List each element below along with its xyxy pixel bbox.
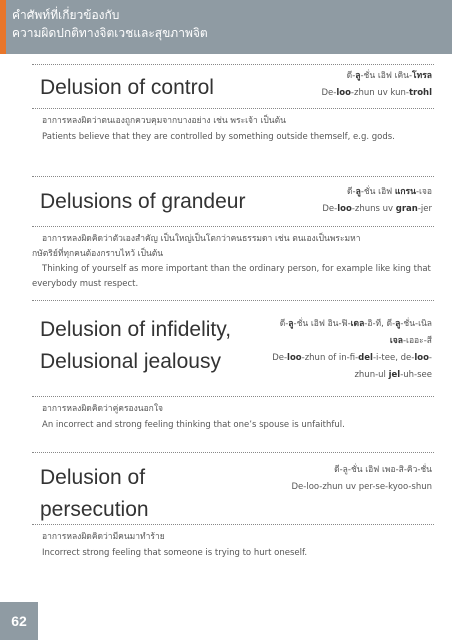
glossary-entry [32, 300, 434, 430]
glossary-entry [32, 452, 434, 582]
divider [32, 64, 434, 65]
definition-english: Incorrect strong feeling that someone is trying to hurt oneself. [42, 548, 308, 558]
pronunciation-thai: ดี-ลู-ชั่น เอิฟ แกรน-เจอ [347, 187, 432, 197]
entry-pronunciation [262, 68, 432, 102]
page-header [0, 0, 452, 54]
entry-term [40, 462, 149, 526]
glossary-entry [32, 176, 434, 289]
entry-pronunciation [272, 316, 432, 384]
divider [32, 108, 434, 109]
entry-pronunciation [262, 184, 432, 218]
divider [32, 176, 434, 177]
entry-term-line2: Delusional jealousy [40, 350, 221, 373]
pronunciation-english: De-loo-zhuns uv gran-jer [322, 204, 432, 214]
definition-thai: อาการหลงผิดคิดว่าตัวเองสำคัญ เป็นใหญ่เป็นโตกว่าคนธรรมดา เช่น ตนเองเป็นพระมหา [42, 234, 361, 244]
page-number: 62 [0, 602, 38, 640]
divider [32, 226, 434, 227]
definition-english: An incorrect and strong feeling thinking that one’s spouse is unfaithful. [42, 420, 345, 430]
divider [32, 452, 434, 453]
entry-term: Delusions of grandeur [40, 190, 246, 213]
pronunciation-thai: ดี-ลู-ชั่น เอิฟ เพอ-สิ-คิว-ชั่น [334, 465, 432, 475]
definition-thai: อาการหลงผิดคิดว่ามีคนมาทำร้าย [42, 532, 165, 542]
pronunciation-thai: ดี-ลู-ชั่น เอิฟ เคิน-โทรล [346, 71, 432, 81]
entry-term [40, 314, 231, 378]
entry-term-line2: persecution [40, 498, 149, 521]
entry-term: Delusion of control [40, 76, 214, 99]
pronunciation-english: De-loo-zhun uv per-se-kyoo-shun [291, 482, 432, 492]
header-title-line2: ความผิดปกติทางจิตเวชและสุขภาพจิต [12, 26, 208, 40]
pronunciation-english: De-loo-zhun of in-fi-del-i-tee, de-loo-zhun-ul jel-uh-see [272, 353, 432, 380]
header-title [12, 6, 208, 42]
definition-english: Thinking of yourself as more important than the ordinary person, for example like king that everybody must respect. [32, 264, 431, 289]
pronunciation-thai: ดี-ลู-ชั่น เอิฟ อิน-ฟิ-เดล-อิ-ที, ดี-ลู-ชั่น-เนิล เจล-เออะ-สี [279, 319, 432, 346]
pronunciation-english: De-loo-zhun uv kun-trohl [321, 88, 432, 98]
glossary-entry [32, 64, 434, 158]
header-title-line1: คำศัพท์ที่เกี่ยวข้องกับ [12, 8, 120, 22]
definition-thai: อาการหลงผิดคิดว่าคู่ครองนอกใจ [42, 404, 163, 414]
entry-term-line1: Delusion of [40, 466, 146, 489]
divider [32, 524, 434, 525]
divider [32, 300, 434, 301]
definition-thai: อาการหลงผิดว่าตนเองถูกควบคุมจากบางอย่าง เช่น พระเจ้า เป็นต้น [42, 116, 286, 126]
entry-term-line1: Delusion of infidelity, [40, 318, 232, 341]
entry-pronunciation [262, 462, 432, 496]
definition-thai-continued: กษัตริย์ที่ทุกคนต้องกราบไหว้ เป็นต้น [32, 249, 164, 259]
definition-english: Patients believe that they are controlled by something outside themself, e.g. gods. [42, 132, 395, 142]
divider [32, 396, 434, 397]
